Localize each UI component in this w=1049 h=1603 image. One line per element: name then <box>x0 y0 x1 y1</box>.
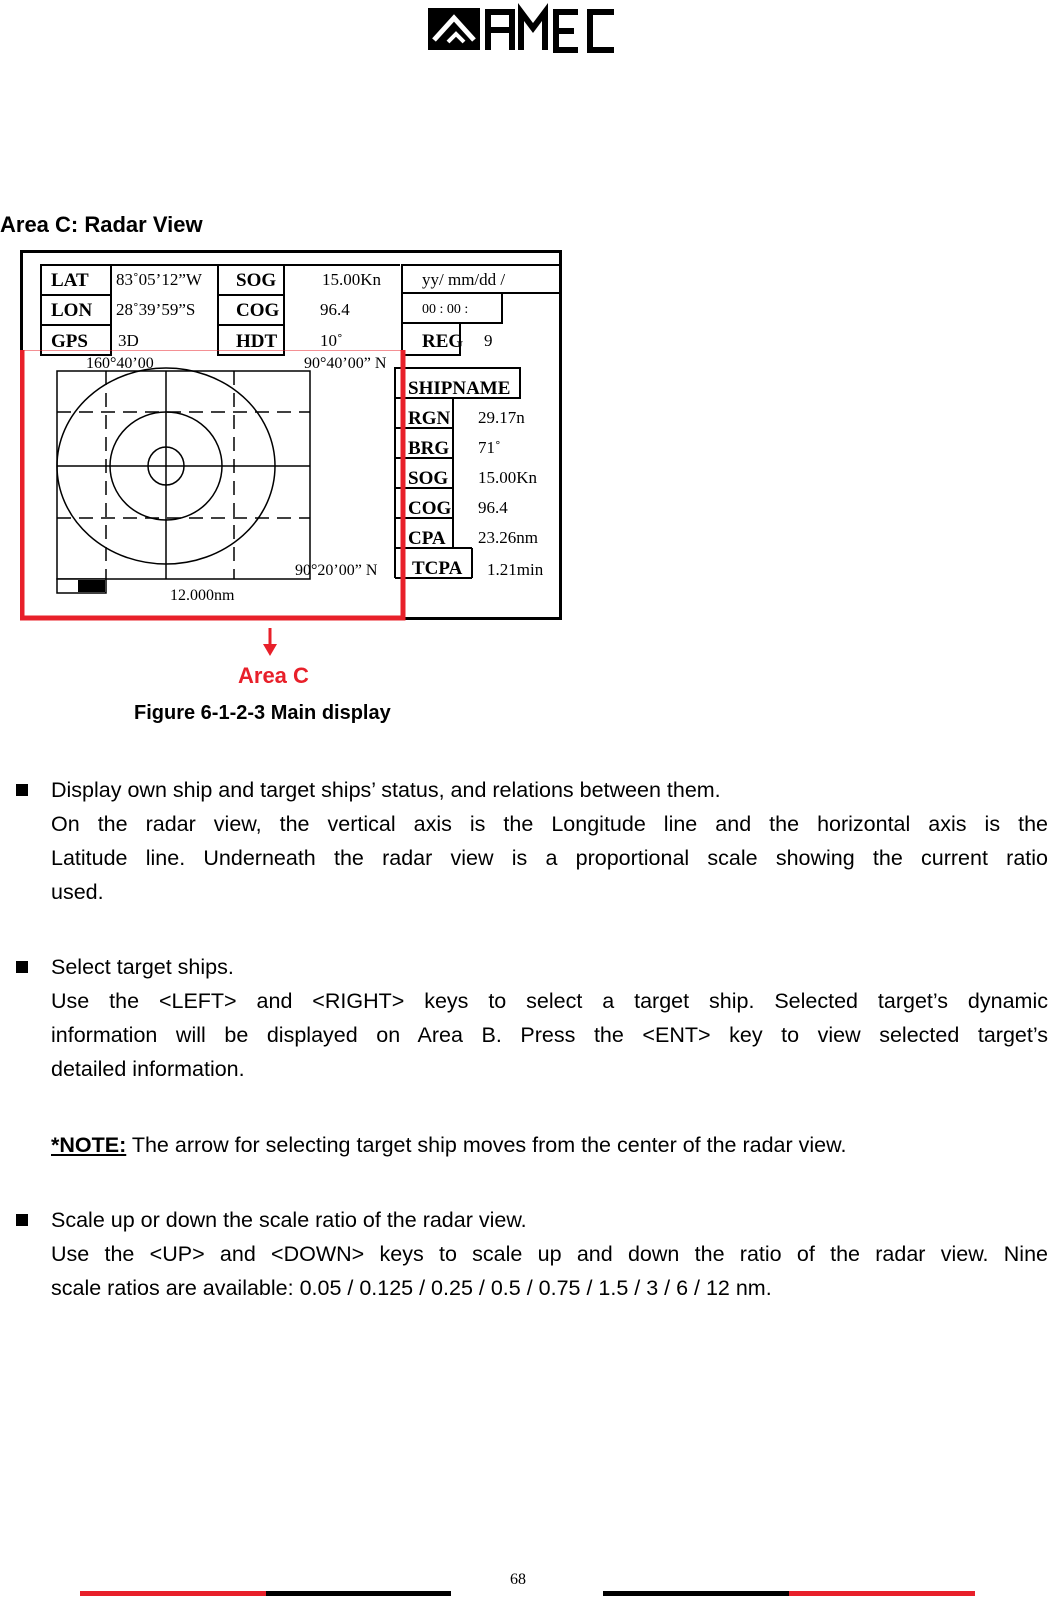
bullet-3-line-1: Use the <UP> and <DOWN> keys to scale up and down the ratio of the radar view. Nine <box>51 1242 1048 1266</box>
area-c-label: Area C <box>238 663 309 688</box>
target-cog-label: COG <box>408 498 452 519</box>
lat-label: LAT <box>51 270 89 291</box>
bullet-1-title: Display own ship and target ships’ status, and relations between them. <box>51 778 721 802</box>
radar-top-left-coord: 160°40’00 <box>86 355 154 372</box>
area-c-arrow <box>262 628 278 658</box>
target-tcpa-label: TCPA <box>412 558 463 579</box>
bullet-2-title: Select target ships. <box>51 955 234 979</box>
hdt-label: HDT <box>236 331 278 352</box>
footer-bar-left-black <box>266 1591 451 1596</box>
target-rgn-label: RGN <box>408 408 451 429</box>
target-cpa-label: CPA <box>408 528 446 549</box>
bullet-3-title: Scale up or down the scale ratio of the radar view. <box>51 1208 527 1232</box>
figure-caption: Figure 6-1-2-3 Main display <box>134 702 391 724</box>
lon-value: 28˚39’59”S <box>116 300 196 319</box>
hdt-value: 10˚ <box>320 331 343 350</box>
lon-label: LON <box>51 300 93 321</box>
reg-value: 9 <box>484 331 493 350</box>
bullet-icon <box>16 961 28 973</box>
bullet-1-line-1: On the radar view, the vertical axis is the Longitude line and the horizontal axis is the <box>51 812 1048 836</box>
target-cog-value: 96.4 <box>478 498 508 517</box>
footer-bar-left-red <box>80 1591 266 1596</box>
radar-top-right-coord: 90°40’00” N <box>304 355 387 372</box>
note-label: *NOTE: <box>51 1133 127 1157</box>
target-cpa-value: 23.26nm <box>478 528 538 547</box>
radar-bottom-right-coord: 90°20’00” N <box>295 562 378 579</box>
bullet-1-line-3: used. <box>51 880 104 904</box>
gps-label: GPS <box>51 331 88 352</box>
bullet-icon <box>16 784 28 796</box>
target-brg-value: 71˚ <box>478 438 501 457</box>
bullet-1-line-2: Latitude line. Underneath the radar view is a proportional scale showing the current ratio <box>51 846 1048 870</box>
lat-value: 83˚05’12”W <box>116 270 202 289</box>
reg-label: REG <box>422 331 464 352</box>
target-brg-label: BRG <box>408 438 450 459</box>
footer-bar-right-black <box>603 1591 789 1596</box>
note-text: The arrow for selecting target ship moves from the center of the radar view. <box>126 1133 847 1157</box>
amec-logo <box>428 0 620 56</box>
bullet-2-line-2: information will be displayed on Area B. Press the <ENT> key to view selected target’s <box>51 1023 1048 1047</box>
bullet-icon <box>16 1214 28 1226</box>
time-value: 00 : 00 : <box>422 302 469 317</box>
sog-label: SOG <box>236 270 277 291</box>
bullet-2-line-1: Use the <LEFT> and <RIGHT> keys to select a target ship. Selected target’s dynamic <box>51 989 1048 1013</box>
target-sog-value: 15.00Kn <box>478 468 538 487</box>
section-title: Area C: Radar View <box>0 212 203 237</box>
bullet-3-line-2: scale ratios are available: 0.05 / 0.125 / 0.25 / 0.5 / 0.75 / 1.5 / 3 / 6 / 12 nm. <box>51 1276 772 1300</box>
cog-label: COG <box>236 300 280 321</box>
footer-bar-right-red <box>789 1591 975 1596</box>
scale-bar-fill <box>78 580 105 592</box>
date-value: yy/ mm/dd / <box>422 270 506 289</box>
radar-scale-value: 12.000nm <box>170 587 235 604</box>
bullet-2-line-3: detailed information. <box>51 1057 245 1081</box>
page-number: 68 <box>510 1571 526 1588</box>
note <box>51 1128 1049 1162</box>
target-sog-label: SOG <box>408 468 449 489</box>
cog-value: 96.4 <box>320 300 350 319</box>
target-shipname: SHIPNAME <box>408 378 511 399</box>
target-tcpa-value: 1.21min <box>487 560 544 579</box>
target-rgn-value: 29.17n <box>478 408 525 427</box>
gps-value: 3D <box>118 331 139 350</box>
sog-value: 15.00Kn <box>322 270 382 289</box>
